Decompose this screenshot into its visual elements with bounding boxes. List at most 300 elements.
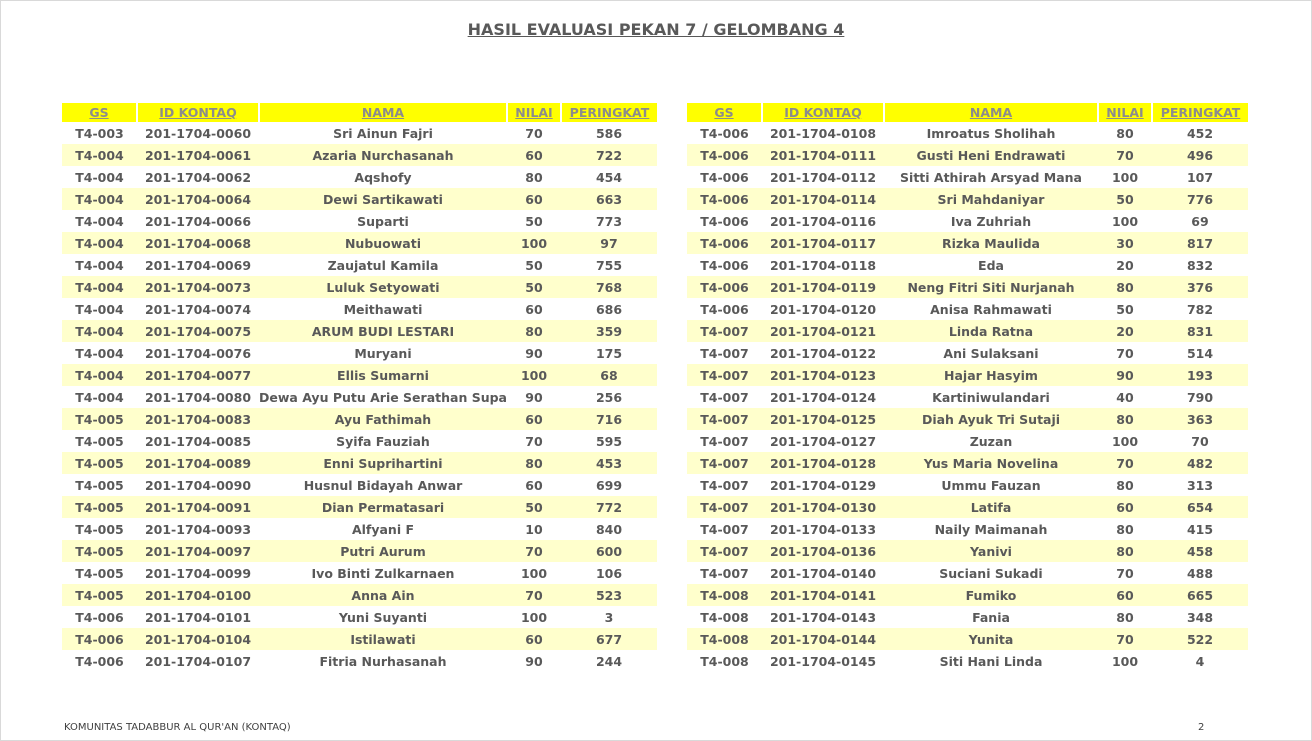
header-row (62, 103, 657, 122)
cell-peringkat: 97 (561, 232, 657, 254)
cell-nama: Suparti (357, 213, 409, 229)
table-row (687, 210, 1248, 232)
table-row (62, 166, 657, 188)
cell-peringkat: 677 (561, 628, 657, 650)
cell-peringkat: 313 (1186, 477, 1214, 493)
cell-nama: Ummu Fauzan (941, 477, 1041, 493)
cell-id-kontaq: 201-1704-0133 (769, 521, 877, 537)
results-body-right (687, 122, 1248, 672)
cell-nama: Anna Ain (259, 584, 507, 606)
table-row (62, 518, 657, 540)
table-row (62, 188, 657, 210)
cell-nilai: 50 (507, 276, 561, 298)
cell-gs: T4-004 (62, 232, 137, 254)
cell-peringkat: 595 (595, 433, 623, 449)
cell-nama: Dian Permatasari (259, 496, 507, 518)
cell-id-kontaq: 201-1704-0100 (137, 584, 259, 606)
table-row (62, 364, 657, 386)
cell-nilai: 80 (507, 452, 561, 474)
table-row (687, 166, 1248, 188)
header-gs: GS (687, 103, 762, 122)
cell-peringkat: 840 (595, 521, 623, 537)
cell-nama: Imroatus Sholihah (926, 125, 1056, 141)
cell-id-kontaq: 201-1704-0074 (144, 301, 252, 317)
cell-gs: T4-006 (700, 257, 749, 273)
cell-nilai: 30 (1098, 232, 1152, 254)
cell-nilai: 90 (525, 653, 543, 669)
header-peringkat: PERINGKAT (1152, 103, 1248, 122)
cell-id-kontaq: 201-1704-0125 (762, 408, 884, 430)
cell-nama: Yus Maria Novelina (884, 452, 1098, 474)
cell-gs: T4-004 (62, 364, 137, 386)
cell-id-kontaq: 201-1704-0121 (762, 320, 884, 342)
cell-nama: Alfyani F (351, 521, 415, 537)
cell-nilai: 100 (1111, 169, 1139, 185)
cell-gs: T4-004 (62, 144, 137, 166)
cell-gs: T4-007 (700, 433, 749, 449)
cell-gs: T4-006 (700, 125, 749, 141)
cell-peringkat: 68 (561, 364, 657, 386)
cell-peringkat: 832 (1186, 257, 1214, 273)
table-row (687, 628, 1248, 650)
cell-id-kontaq: 201-1704-0085 (144, 433, 252, 449)
cell-nilai: 70 (525, 125, 543, 141)
cell-nama: Meithawati (343, 301, 423, 317)
cell-nama: Hajar Hasyim (884, 364, 1098, 386)
table-row (62, 430, 657, 452)
cell-id-kontaq: 201-1704-0122 (769, 345, 877, 361)
cell-peringkat: 772 (561, 496, 657, 518)
cell-gs: T4-007 (700, 389, 749, 405)
cell-peringkat: 782 (1186, 301, 1214, 317)
cell-gs: T4-007 (700, 477, 749, 493)
cell-peringkat: 817 (1152, 232, 1248, 254)
cell-nilai: 20 (1116, 257, 1134, 273)
cell-peringkat: 107 (1186, 169, 1214, 185)
table-row (62, 342, 657, 364)
cell-id-kontaq: 201-1704-0128 (762, 452, 884, 474)
cell-id-kontaq: 201-1704-0073 (137, 276, 259, 298)
cell-id-kontaq: 201-1704-0075 (137, 320, 259, 342)
cell-gs: T4-007 (687, 540, 762, 562)
table-row (687, 430, 1248, 452)
cell-id-kontaq: 201-1704-0097 (137, 540, 259, 562)
cell-gs: T4-007 (687, 496, 762, 518)
table-row (687, 408, 1248, 430)
cell-nama: Zuzan (969, 433, 1013, 449)
cell-gs: T4-006 (700, 213, 749, 229)
cell-nama: Kartiniwulandari (932, 389, 1050, 405)
cell-nilai: 60 (507, 188, 561, 210)
cell-gs: T4-004 (62, 188, 137, 210)
cell-nama: Sri Ainun Fajri (333, 125, 433, 141)
table-row (687, 518, 1248, 540)
cell-nilai: 70 (525, 433, 543, 449)
cell-nama: Yanivi (884, 540, 1098, 562)
cell-gs: T4-005 (75, 477, 124, 493)
cell-nilai: 90 (1098, 364, 1152, 386)
cell-gs: T4-006 (687, 144, 762, 166)
cell-nilai: 80 (1116, 521, 1134, 537)
header-id-kontaq: ID KONTAQ (762, 103, 884, 122)
cell-nama: Fitria Nurhasanah (319, 653, 447, 669)
cell-peringkat: 699 (595, 477, 623, 493)
cell-peringkat: 776 (1152, 188, 1248, 210)
cell-nilai: 100 (1111, 213, 1139, 229)
table-row (687, 188, 1248, 210)
cell-nama: Muryani (354, 345, 412, 361)
cell-gs: T4-006 (687, 188, 762, 210)
cell-id-kontaq: 201-1704-0076 (144, 345, 252, 361)
cell-gs: T4-007 (687, 364, 762, 386)
table-row (62, 122, 657, 144)
cell-nama: Enni Suprihartini (259, 452, 507, 474)
cell-nama: Sitti Athirah Arsyad Mana (900, 169, 1082, 185)
cell-peringkat: 454 (595, 169, 623, 185)
cell-gs: T4-008 (687, 584, 762, 606)
cell-nilai: 60 (525, 301, 543, 317)
cell-gs: T4-006 (62, 628, 137, 650)
cell-nilai: 80 (1098, 276, 1152, 298)
cell-peringkat: 768 (561, 276, 657, 298)
table-row (687, 364, 1248, 386)
cell-gs: T4-004 (75, 257, 124, 273)
cell-nama: Iva Zuhriah (950, 213, 1032, 229)
cell-gs: T4-007 (700, 521, 749, 537)
cell-peringkat: 69 (1191, 213, 1209, 229)
table-row (62, 144, 657, 166)
cell-id-kontaq: 201-1704-0143 (769, 609, 877, 625)
cell-gs: T4-008 (687, 628, 762, 650)
cell-gs: T4-006 (700, 169, 749, 185)
table-row (62, 210, 657, 232)
cell-peringkat: 496 (1152, 144, 1248, 166)
cell-nilai: 70 (1116, 565, 1134, 581)
cell-gs: T4-006 (75, 653, 124, 669)
cell-id-kontaq: 201-1704-0093 (144, 521, 252, 537)
cell-nama: Azaria Nurchasanah (259, 144, 507, 166)
cell-nama: Dewa Ayu Putu Arie Serathan Supa (259, 389, 507, 405)
cell-peringkat: 415 (1186, 521, 1214, 537)
cell-peringkat: 722 (561, 144, 657, 166)
cell-gs: T4-006 (687, 276, 762, 298)
footer-organization: KOMUNITAS TADABBUR AL QUR'AN (KONTAQ) (64, 722, 291, 733)
cell-gs: T4-007 (700, 565, 749, 581)
cell-nama: Ivo Binti Zulkarnaen (311, 565, 455, 581)
cell-peringkat: 600 (561, 540, 657, 562)
footer-page-number: 2 (1198, 722, 1205, 733)
cell-nilai: 100 (520, 609, 548, 625)
cell-peringkat: 244 (595, 653, 623, 669)
cell-nilai: 70 (1098, 452, 1152, 474)
cell-peringkat: 106 (595, 565, 623, 581)
cell-id-kontaq: 201-1704-0080 (144, 389, 252, 405)
table-row (687, 254, 1248, 276)
cell-id-kontaq: 201-1704-0061 (137, 144, 259, 166)
cell-nilai: 70 (507, 540, 561, 562)
cell-id-kontaq: 201-1704-0141 (762, 584, 884, 606)
cell-peringkat: 175 (595, 345, 623, 361)
cell-peringkat: 70 (1191, 433, 1209, 449)
table-row (62, 606, 657, 628)
cell-nama: Ayu Fathimah (259, 408, 507, 430)
cell-nilai: 80 (1116, 125, 1134, 141)
table-row (62, 386, 657, 408)
cell-nilai: 60 (507, 628, 561, 650)
cell-id-kontaq: 201-1704-0066 (144, 213, 252, 229)
cell-nilai: 100 (1111, 433, 1139, 449)
page-title: HASIL EVALUASI PEKAN 7 / GELOMBANG 4 (467, 20, 845, 39)
cell-gs: T4-006 (687, 232, 762, 254)
cell-nilai: 100 (507, 232, 561, 254)
cell-nama: Gusti Heni Endrawati (884, 144, 1098, 166)
table-row (687, 386, 1248, 408)
cell-peringkat: 514 (1186, 345, 1214, 361)
cell-peringkat: 363 (1152, 408, 1248, 430)
cell-peringkat: 453 (561, 452, 657, 474)
cell-peringkat: 686 (595, 301, 623, 317)
results-table-right (687, 103, 1248, 672)
cell-id-kontaq: 201-1704-0107 (144, 653, 252, 669)
cell-id-kontaq: 201-1704-0077 (137, 364, 259, 386)
cell-nilai: 80 (1098, 408, 1152, 430)
cell-peringkat: 523 (561, 584, 657, 606)
cell-nama: Yunita (884, 628, 1098, 650)
cell-gs: T4-007 (687, 452, 762, 474)
cell-peringkat: 831 (1152, 320, 1248, 342)
cell-nilai: 80 (1116, 609, 1134, 625)
cell-id-kontaq: 201-1704-0127 (769, 433, 877, 449)
cell-nilai: 90 (525, 345, 543, 361)
cell-id-kontaq: 201-1704-0089 (137, 452, 259, 474)
table-row (62, 650, 657, 672)
cell-gs: T4-008 (700, 609, 749, 625)
cell-nama: Eda (978, 257, 1004, 273)
cell-peringkat: 716 (561, 408, 657, 430)
cell-id-kontaq: 201-1704-0145 (769, 653, 877, 669)
cell-peringkat: 359 (561, 320, 657, 342)
cell-nama: Putri Aurum (259, 540, 507, 562)
cell-id-kontaq: 201-1704-0123 (762, 364, 884, 386)
cell-nilai: 20 (1098, 320, 1152, 342)
cell-id-kontaq: 201-1704-0083 (137, 408, 259, 430)
cell-nama: Syifa Fauziah (336, 433, 430, 449)
table-row (687, 584, 1248, 606)
header-nama: NAMA (259, 103, 507, 122)
cell-peringkat: 193 (1152, 364, 1248, 386)
cell-gs: T4-004 (62, 276, 137, 298)
table-row (62, 584, 657, 606)
cell-peringkat: 482 (1152, 452, 1248, 474)
cell-id-kontaq: 201-1704-0114 (762, 188, 884, 210)
header-gs: GS (62, 103, 137, 122)
results-body-left (62, 122, 657, 672)
cell-peringkat: 452 (1186, 125, 1214, 141)
cell-nilai: 70 (1098, 628, 1152, 650)
cell-nilai: 50 (1116, 301, 1134, 317)
cell-id-kontaq: 201-1704-0124 (769, 389, 877, 405)
cell-nama: Fania (972, 609, 1010, 625)
cell-gs: T4-004 (75, 389, 124, 405)
table-row (62, 452, 657, 474)
cell-gs: T4-007 (700, 345, 749, 361)
cell-id-kontaq: 201-1704-0068 (137, 232, 259, 254)
cell-gs: T4-005 (62, 584, 137, 606)
cell-gs: T4-005 (62, 496, 137, 518)
cell-nilai: 10 (525, 521, 543, 537)
cell-peringkat: 790 (1186, 389, 1214, 405)
table-row (62, 298, 657, 320)
cell-id-kontaq: 201-1704-0062 (144, 169, 252, 185)
cell-nilai: 60 (1098, 584, 1152, 606)
table-row (687, 606, 1248, 628)
cell-nama: Luluk Setyowati (259, 276, 507, 298)
cell-id-kontaq: 201-1704-0140 (769, 565, 877, 581)
cell-nilai: 60 (507, 144, 561, 166)
header-peringkat: PERINGKAT (561, 103, 657, 122)
cell-nilai: 100 (1111, 653, 1139, 669)
table-row (62, 276, 657, 298)
cell-gs: T4-007 (687, 408, 762, 430)
cell-nilai: 60 (507, 408, 561, 430)
cell-nama: Sri Mahdaniyar (884, 188, 1098, 210)
table-row (687, 298, 1248, 320)
header-id-kontaq: ID KONTAQ (137, 103, 259, 122)
table-row (687, 342, 1248, 364)
cell-id-kontaq: 201-1704-0090 (144, 477, 252, 493)
cell-id-kontaq: 201-1704-0069 (144, 257, 252, 273)
cell-id-kontaq: 201-1704-0116 (769, 213, 877, 229)
cell-id-kontaq: 201-1704-0111 (762, 144, 884, 166)
cell-nilai: 100 (507, 364, 561, 386)
cell-peringkat: 586 (595, 125, 623, 141)
cell-nama: Husnul Bidayah Anwar (303, 477, 463, 493)
table-row (62, 562, 657, 584)
table-row (62, 408, 657, 430)
cell-nama: Suciani Sukadi (939, 565, 1043, 581)
cell-gs: T4-006 (75, 609, 124, 625)
cell-nama: Istilawati (259, 628, 507, 650)
cell-nama: Aqshofy (354, 169, 412, 185)
cell-peringkat: 4 (1195, 653, 1205, 669)
cell-nilai: 50 (507, 496, 561, 518)
results-table-left (62, 103, 657, 672)
cell-id-kontaq: 201-1704-0101 (144, 609, 252, 625)
cell-gs: T4-006 (700, 301, 749, 317)
cell-nilai: 70 (507, 584, 561, 606)
header-nama: NAMA (884, 103, 1098, 122)
cell-gs: T4-004 (75, 345, 124, 361)
table-row (62, 320, 657, 342)
cell-id-kontaq: 201-1704-0119 (762, 276, 884, 298)
cell-id-kontaq: 201-1704-0118 (769, 257, 877, 273)
table-row (687, 320, 1248, 342)
cell-id-kontaq: 201-1704-0130 (762, 496, 884, 518)
cell-nilai: 100 (520, 565, 548, 581)
cell-gs: T4-005 (62, 408, 137, 430)
cell-id-kontaq: 201-1704-0117 (762, 232, 884, 254)
cell-nama: Fumiko (884, 584, 1098, 606)
cell-id-kontaq: 201-1704-0091 (137, 496, 259, 518)
cell-peringkat: 522 (1152, 628, 1248, 650)
cell-gs: T4-005 (62, 452, 137, 474)
cell-peringkat: 665 (1152, 584, 1248, 606)
table-row (62, 254, 657, 276)
cell-gs: T4-003 (75, 125, 124, 141)
cell-nama: Siti Hani Linda (939, 653, 1043, 669)
cell-nama: Ellis Sumarni (259, 364, 507, 386)
table-row (62, 496, 657, 518)
header-nilai: NILAI (507, 103, 561, 122)
cell-nilai: 80 (1116, 477, 1134, 493)
cell-gs: T4-004 (75, 213, 124, 229)
cell-nama: Zaujatul Kamila (327, 257, 439, 273)
table-row (62, 628, 657, 650)
table-row (62, 474, 657, 496)
cell-id-kontaq: 201-1704-0144 (762, 628, 884, 650)
cell-nama: Anisa Rahmawati (930, 301, 1052, 317)
table-row (687, 540, 1248, 562)
header-row (687, 103, 1248, 122)
cell-gs: T4-004 (75, 301, 124, 317)
cell-nilai: 80 (507, 320, 561, 342)
cell-nilai: 70 (1098, 144, 1152, 166)
table-row (687, 276, 1248, 298)
table-row (62, 232, 657, 254)
cell-gs: T4-005 (62, 540, 137, 562)
cell-id-kontaq: 201-1704-0120 (769, 301, 877, 317)
cell-id-kontaq: 201-1704-0112 (769, 169, 877, 185)
cell-peringkat: 3 (604, 609, 614, 625)
cell-nama: Ani Sulaksani (943, 345, 1039, 361)
cell-nama: Rizka Maulida (884, 232, 1098, 254)
cell-nilai: 50 (525, 213, 543, 229)
cell-gs: T4-008 (700, 653, 749, 669)
cell-nilai: 90 (525, 389, 543, 405)
table-row (687, 232, 1248, 254)
cell-peringkat: 654 (1152, 496, 1248, 518)
cell-nilai: 60 (525, 477, 543, 493)
table-row (687, 122, 1248, 144)
cell-gs: T4-005 (75, 521, 124, 537)
table-row (687, 496, 1248, 518)
cell-id-kontaq: 201-1704-0136 (762, 540, 884, 562)
cell-gs: T4-005 (75, 433, 124, 449)
cell-id-kontaq: 201-1704-0064 (137, 188, 259, 210)
cell-nilai: 50 (525, 257, 543, 273)
cell-nama: Linda Ratna (884, 320, 1098, 342)
cell-nama: Diah Ayuk Tri Sutaji (884, 408, 1098, 430)
cell-nama: Nubuowati (259, 232, 507, 254)
cell-nilai: 70 (1116, 345, 1134, 361)
cell-nilai: 40 (1116, 389, 1134, 405)
cell-id-kontaq: 201-1704-0099 (144, 565, 252, 581)
cell-id-kontaq: 201-1704-0060 (144, 125, 252, 141)
cell-peringkat: 663 (561, 188, 657, 210)
cell-nilai: 80 (525, 169, 543, 185)
cell-nama: Dewi Sartikawati (259, 188, 507, 210)
cell-nama: ARUM BUDI LESTARI (259, 320, 507, 342)
table-row (687, 474, 1248, 496)
table-row (62, 540, 657, 562)
cell-nilai: 50 (1098, 188, 1152, 210)
cell-gs: T4-004 (75, 169, 124, 185)
table-row (687, 452, 1248, 474)
table-row (687, 562, 1248, 584)
table-row (687, 144, 1248, 166)
cell-nama: Yuni Suyanti (338, 609, 428, 625)
cell-peringkat: 348 (1186, 609, 1214, 625)
